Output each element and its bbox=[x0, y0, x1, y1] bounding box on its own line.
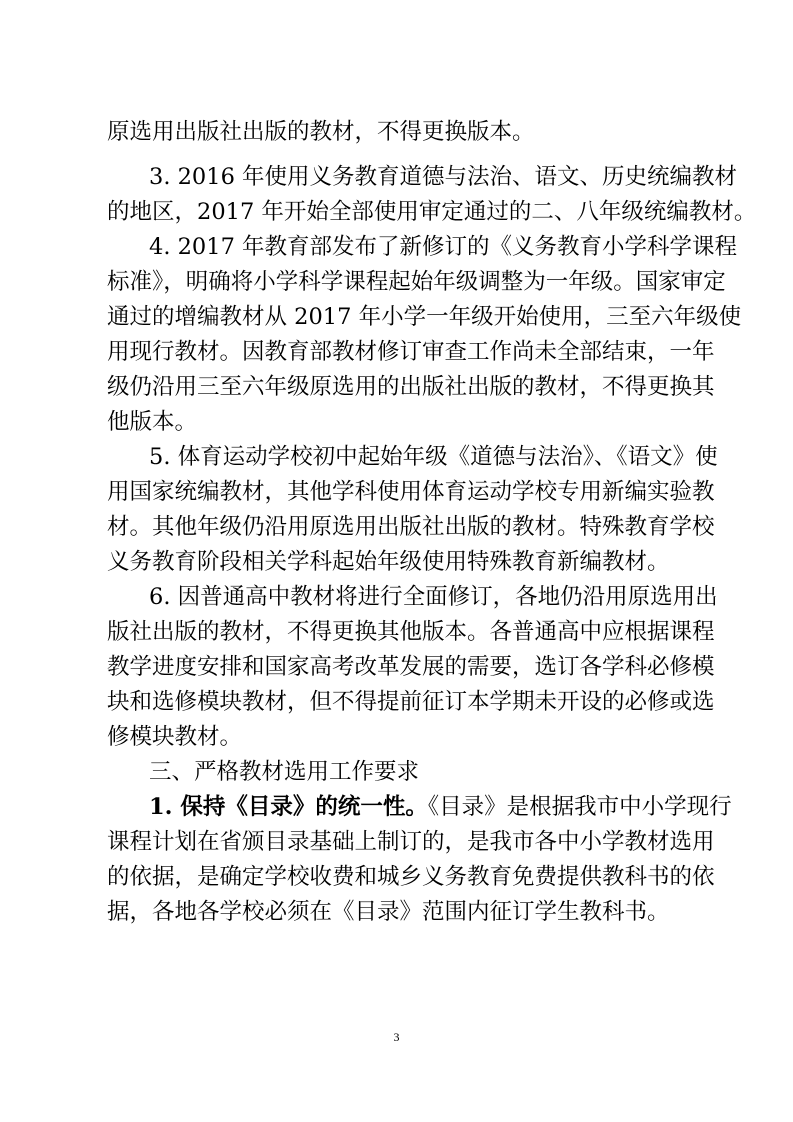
text-line: 4. 2017 年教育部发布了新修订的《义务教育小学科学课程 bbox=[149, 234, 738, 260]
text-line bbox=[149, 794, 732, 820]
text-line: 3. 2016 年使用义务教育道德与法治、语文、历史统编教材 bbox=[149, 164, 738, 190]
text-line: 6. 因普通高中教材将进行全面修订，各地仍沿用原选用出 bbox=[149, 584, 718, 610]
text-line: 他版本。 bbox=[107, 409, 198, 435]
text-line: 的依据，是确定学校收费和城乡义务教育免费提供教科书的依 bbox=[107, 864, 715, 890]
text-line: 据，各地各学校必须在《目录》范围内征订学生教科书。 bbox=[107, 899, 670, 925]
text-line: 材。其他年级仍沿用原选用出版社出版的教材。特殊教育学校 bbox=[107, 514, 715, 540]
page-number: 3 bbox=[393, 1030, 400, 1044]
bold-lead-in: 1. 保持《目录》的统一性。 bbox=[149, 794, 428, 820]
text-line: 通过的增编教材从 2017 年小学一年级开始使用，三至六年级使 bbox=[107, 304, 742, 330]
text-line: 的地区，2017 年开始全部使用审定通过的二、八年级统编教材。 bbox=[107, 199, 757, 225]
text-line: 用现行教材。因教育部教材修订审查工作尚未全部结束，一年 bbox=[107, 339, 715, 365]
text-line: 级仍沿用三至六年级原选用的出版社出版的教材，不得更换其 bbox=[107, 374, 715, 400]
text-run: 《目录》是根据我市中小学现行 bbox=[427, 794, 732, 820]
text-line: 课程计划在省颁目录基础上制订的，是我市各中小学教材选用 bbox=[107, 829, 715, 855]
text-line: 标准》，明确将小学科学课程起始年级调整为一年级。国家审定 bbox=[107, 269, 726, 295]
text-line: 修模块教材。 bbox=[107, 724, 243, 750]
text-line: 原选用出版社出版的教材，不得更换版本。 bbox=[107, 119, 535, 145]
text-line: 义务教育阶段相关学科起始年级使用特殊教育新编教材。 bbox=[107, 549, 670, 575]
text-line: 块和选修模块教材，但不得提前征订本学期未开设的必修或选 bbox=[107, 689, 715, 715]
text-line: 教学进度安排和国家高考改革发展的需要，选订各学科必修模 bbox=[107, 654, 715, 680]
text-line: 用国家统编教材，其他学科使用体育运动学校专用新编实验教 bbox=[107, 479, 715, 505]
text-line: 版社出版的教材，不得更换其他版本。各普通高中应根据课程 bbox=[107, 619, 715, 645]
text-line: 5. 体育运动学校初中起始年级《道德与法治》、《语文》使 bbox=[149, 444, 718, 470]
section-heading: 三、严格教材选用工作要求 bbox=[149, 759, 420, 785]
